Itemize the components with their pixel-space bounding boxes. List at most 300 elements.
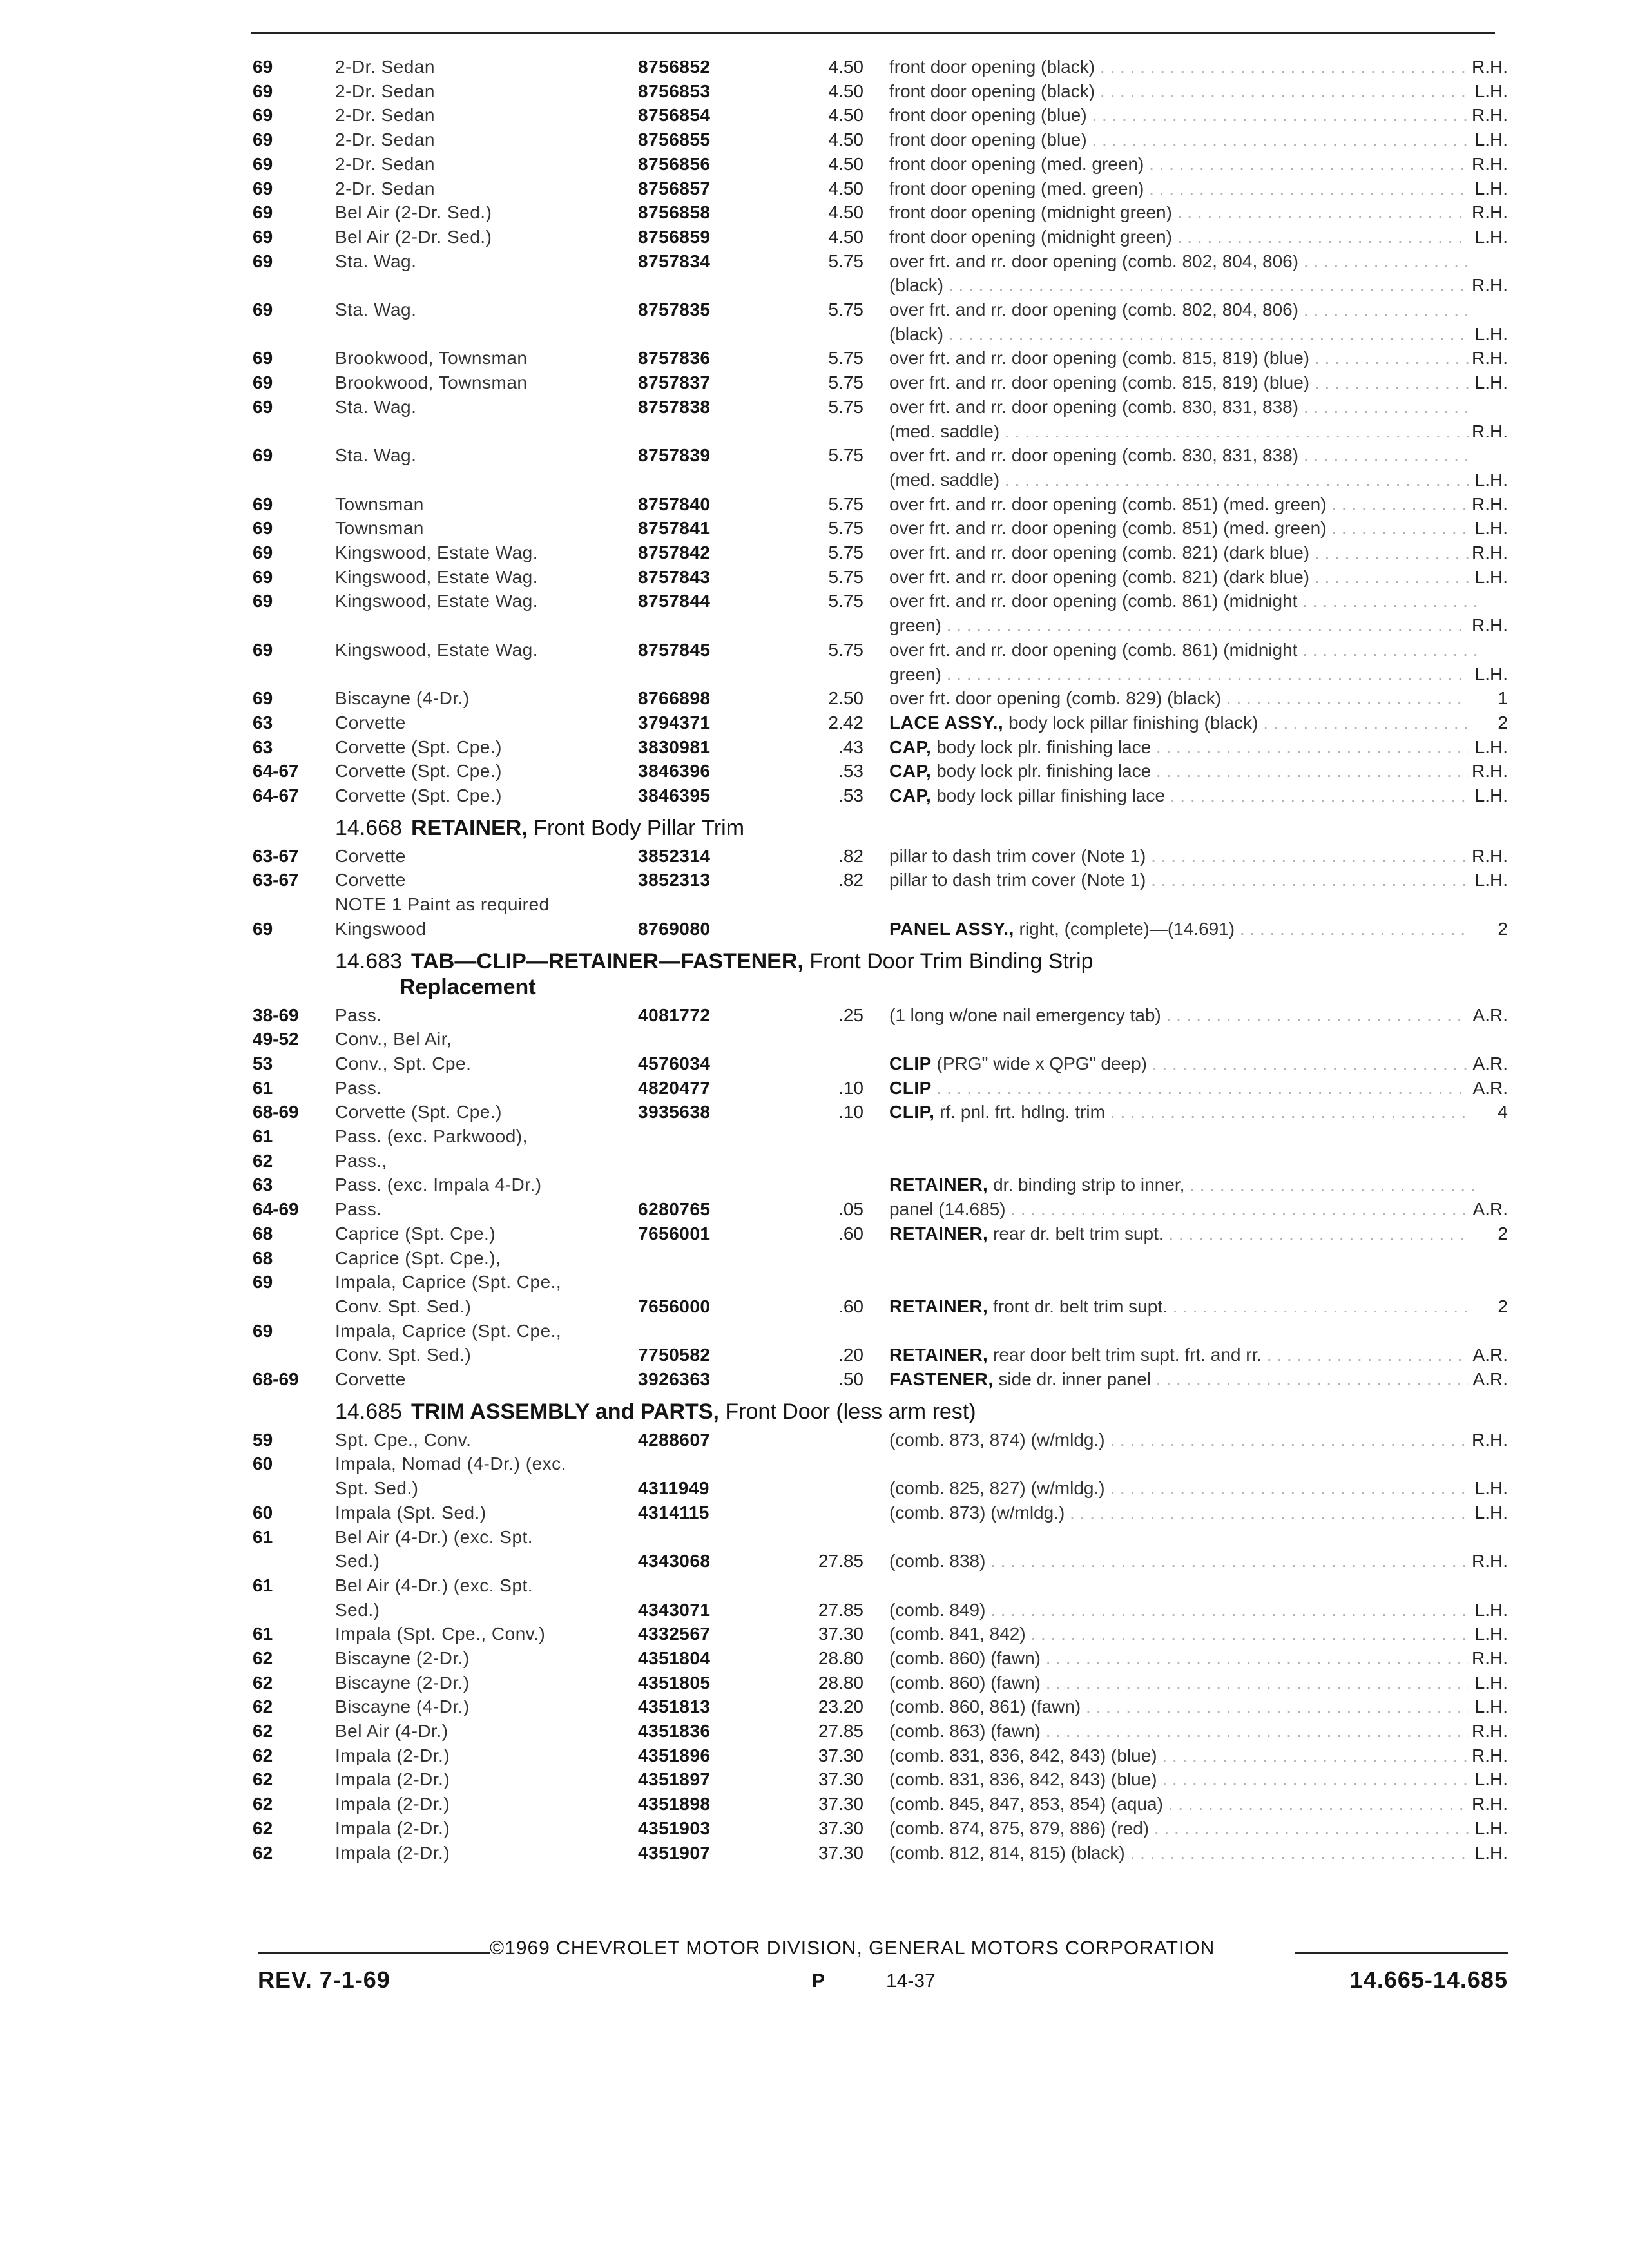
description-text: (1 long w/one nail emergency tab): [889, 1005, 1161, 1025]
part-name: CLIP: [889, 1078, 932, 1098]
part-description: [889, 711, 1476, 735]
table-row: [0, 226, 1629, 249]
quantity: L.H.: [1469, 1477, 1508, 1500]
part-description: [889, 80, 1476, 103]
list-price: 27.85: [818, 1600, 863, 1620]
list-price: 4.50: [828, 227, 863, 247]
table-row: [0, 201, 1629, 224]
part-name: RETAINER,: [889, 1175, 988, 1195]
description-text: right, (complete)—(14.691): [1014, 919, 1235, 939]
part-description: [889, 1295, 1476, 1318]
model-year: 63-67: [253, 846, 299, 866]
table-row: [0, 760, 1629, 783]
table-row: [0, 1768, 1629, 1791]
part-description: [889, 371, 1476, 394]
section-heading-continued: Replacement: [400, 974, 536, 999]
quantity: R.H.: [1469, 153, 1508, 176]
model-year: 69: [253, 567, 273, 587]
part-description: [889, 1622, 1476, 1646]
model-name: Corvette: [335, 1369, 406, 1389]
table-row: [0, 1368, 1629, 1391]
list-price: 28.80: [818, 1673, 863, 1693]
list-price: 5.75: [828, 300, 863, 320]
model-year: 61: [253, 1126, 273, 1146]
table-row: [0, 1222, 1629, 1245]
model-name: Impala (2-Dr.): [335, 1769, 450, 1789]
model-year: 69: [253, 57, 273, 77]
list-price: 4.50: [828, 81, 863, 101]
model-name: Pass. (exc. Parkwood),: [335, 1126, 528, 1146]
part-number: 3852314: [638, 846, 711, 866]
description-text: (comb. 831, 836, 842, 843) (blue): [889, 1769, 1157, 1789]
model-name: Conv., Bel Air,: [335, 1029, 452, 1049]
part-number: 8756855: [638, 130, 711, 149]
model-year: 69: [253, 397, 273, 417]
table-row: [0, 1622, 1629, 1646]
table-row: [0, 1343, 1629, 1367]
part-number: 8756858: [638, 202, 711, 222]
description-text: body lock plr. finishing lace: [931, 761, 1152, 781]
part-description: [889, 590, 1476, 613]
description-text: green): [889, 664, 941, 684]
part-number: 8756856: [638, 154, 711, 174]
model-name: Impala (2-Dr.): [335, 1745, 450, 1765]
list-price: .60: [838, 1224, 863, 1244]
quantity: L.H.: [1469, 177, 1508, 200]
footer-page-number: 14-37: [886, 1970, 936, 1992]
description-text: (black): [889, 275, 944, 295]
part-number: 8756853: [638, 81, 711, 101]
list-price: 5.75: [828, 397, 863, 417]
part-description: [889, 1100, 1476, 1124]
quantity: L.H.: [1469, 1768, 1508, 1791]
table-row: [0, 420, 1629, 443]
model-name: 2-Dr. Sedan: [335, 178, 435, 198]
model-year: 61: [253, 1527, 273, 1547]
section-title: RETAINER,: [411, 815, 528, 840]
part-name: CLIP: [889, 1053, 932, 1073]
list-price: 5.75: [828, 348, 863, 368]
model-name: 2-Dr. Sedan: [335, 154, 435, 174]
model-name: 2-Dr. Sedan: [335, 130, 435, 149]
quantity: 2: [1469, 711, 1508, 735]
description-text: (comb. 873) (w/mldg.): [889, 1503, 1065, 1523]
list-price: 37.30: [818, 1818, 863, 1838]
table-row: [0, 614, 1629, 637]
description-text: front door opening (blue): [889, 130, 1087, 149]
description-text: front door opening (blue): [889, 105, 1087, 125]
table-row: [0, 468, 1629, 492]
model-name: Kingswood, Estate Wag.: [335, 640, 539, 660]
table-row: [0, 1247, 1629, 1270]
quantity: L.H.: [1469, 80, 1508, 103]
model-name: Sta. Wag.: [335, 300, 417, 320]
part-number: 4351898: [638, 1794, 711, 1814]
quantity: 4: [1469, 1100, 1508, 1124]
part-description: [889, 639, 1476, 662]
description-text: front door opening (midnight green): [889, 202, 1172, 222]
part-name: CLIP,: [889, 1102, 935, 1122]
table-row: [0, 1817, 1629, 1840]
part-description: [889, 1671, 1476, 1695]
quantity: L.H.: [1469, 1599, 1508, 1622]
model-year: 63: [253, 737, 273, 757]
model-year: 60: [253, 1454, 273, 1474]
model-name: Brookwood, Townsman: [335, 348, 528, 368]
quantity: L.H.: [1469, 1501, 1508, 1524]
model-year: 63-67: [253, 870, 299, 890]
table-row: [0, 1173, 1629, 1196]
part-number: 3846396: [638, 761, 711, 781]
table-row: [0, 687, 1629, 710]
table-row: [0, 1077, 1629, 1100]
part-number: 8757841: [638, 518, 711, 538]
part-number: 6280765: [638, 1199, 711, 1219]
quantity: L.H.: [1469, 566, 1508, 589]
model-name: NOTE 1 Paint as required: [335, 894, 550, 914]
description-text: (comb. 812, 814, 815) (black): [889, 1843, 1125, 1863]
table-row: [0, 845, 1629, 868]
part-description: [889, 1841, 1476, 1865]
model-name: Biscayne (2-Dr.): [335, 1648, 470, 1668]
list-price: 5.75: [828, 494, 863, 514]
quantity: 2: [1469, 918, 1508, 941]
model-name: Sta. Wag.: [335, 397, 417, 417]
description-text: (comb. 845, 847, 853, 854) (aqua): [889, 1794, 1163, 1814]
part-number: 8757835: [638, 300, 711, 320]
description-text: (med. saddle): [889, 470, 1000, 490]
list-price: 27.85: [818, 1721, 863, 1741]
description-text: rf. pnl. frt. hdlng. trim: [934, 1102, 1105, 1122]
part-number: 4081772: [638, 1005, 711, 1025]
model-year: 68-69: [253, 1102, 299, 1122]
quantity: L.H.: [1469, 128, 1508, 151]
description-text: (comb. 863) (fawn): [889, 1721, 1041, 1741]
model-name: Conv., Spt. Cpe.: [335, 1053, 472, 1073]
list-price: .43: [838, 737, 863, 757]
model-year: 63: [253, 713, 273, 733]
description-text: (comb. 860) (fawn): [889, 1673, 1041, 1693]
model-name: 2-Dr. Sedan: [335, 57, 435, 77]
model-year: 68: [253, 1224, 273, 1244]
part-number: 8769080: [638, 919, 711, 939]
model-name: Pass.: [335, 1199, 382, 1219]
model-name: Impala (2-Dr.): [335, 1818, 450, 1838]
description-text: dr. binding strip to inner,: [988, 1175, 1185, 1195]
model-name: Townsman: [335, 518, 424, 538]
model-name: Bel Air (4-Dr.) (exc. Spt.: [335, 1527, 534, 1547]
list-price: 4.50: [828, 154, 863, 174]
description-text: front door opening (med. green): [889, 178, 1144, 198]
part-number: 4351813: [638, 1696, 711, 1716]
model-name: Townsman: [335, 494, 424, 514]
part-description: [889, 566, 1476, 589]
part-number: 4288607: [638, 1430, 711, 1450]
part-name: RETAINER,: [889, 1296, 988, 1316]
table-row: [0, 590, 1629, 613]
description-text: pillar to dash trim cover (Note 1): [889, 846, 1146, 866]
model-name: Spt. Sed.): [335, 1478, 419, 1498]
part-number: 4343068: [638, 1551, 711, 1571]
top-rule: [251, 32, 1495, 34]
part-description: [889, 226, 1476, 249]
list-price: 37.30: [818, 1745, 863, 1765]
quantity: A.R.: [1469, 1198, 1508, 1221]
part-description: [889, 1428, 1476, 1452]
part-number: 8756857: [638, 178, 711, 198]
description-text: over frt. and rr. door opening (comb. 802, 804, 806): [889, 251, 1299, 271]
part-description: [889, 104, 1476, 127]
model-year: 69: [253, 154, 273, 174]
table-row: [0, 1452, 1629, 1475]
table-row: [0, 1295, 1629, 1318]
part-description: [889, 736, 1476, 759]
part-description: [889, 1477, 1476, 1500]
model-name: Corvette: [335, 870, 406, 890]
model-year: 68-69: [253, 1369, 299, 1389]
part-description: [889, 323, 1476, 346]
quantity: R.H.: [1469, 1792, 1508, 1816]
table-row: [0, 1574, 1629, 1597]
part-number: 8757840: [638, 494, 711, 514]
model-year: 62: [253, 1794, 273, 1814]
description-text: (comb. 874, 875, 879, 886) (red): [889, 1818, 1150, 1838]
model-year: 69: [253, 81, 273, 101]
section-title: TAB—CLIP—RETAINER—FASTENER,: [411, 948, 804, 974]
quantity: R.H.: [1469, 1428, 1508, 1452]
part-number: 4351804: [638, 1648, 711, 1668]
model-year: 69: [253, 130, 273, 149]
part-name: CAP,: [889, 785, 932, 805]
section-subtitle: Front Door (less arm rest): [725, 1399, 976, 1424]
model-name: Corvette: [335, 713, 406, 733]
quantity: A.R.: [1469, 1052, 1508, 1075]
model-year: 64-67: [253, 785, 299, 805]
model-name: Biscayne (2-Dr.): [335, 1673, 470, 1693]
description-text: front door opening (black): [889, 81, 1095, 101]
section-heading: [335, 815, 1547, 841]
description-text: rear dr. belt trim supt.: [988, 1224, 1164, 1244]
quantity: R.H.: [1469, 493, 1508, 516]
description-text: side dr. inner panel: [993, 1369, 1152, 1389]
part-description: [889, 1695, 1476, 1718]
quantity: R.H.: [1469, 1550, 1508, 1573]
table-row: [0, 1671, 1629, 1695]
model-year: 59: [253, 1430, 273, 1450]
section-heading: [335, 948, 1547, 974]
quantity: 2: [1469, 1222, 1508, 1245]
list-price: 5.75: [828, 567, 863, 587]
part-description: [889, 687, 1476, 710]
part-number: 4351836: [638, 1721, 711, 1741]
table-row: [0, 1149, 1629, 1173]
part-description: [889, 1222, 1476, 1245]
part-description: [889, 1768, 1476, 1791]
model-name: Bel Air (4-Dr.): [335, 1721, 448, 1741]
description-text: pillar to dash trim cover (Note 1): [889, 870, 1146, 890]
list-price: .50: [838, 1369, 863, 1389]
description-text: (comb. 831, 836, 842, 843) (blue): [889, 1745, 1157, 1765]
quantity: R.H.: [1469, 1720, 1508, 1743]
list-price: 5.75: [828, 591, 863, 611]
table-row: [0, 55, 1629, 79]
model-year: 60: [253, 1503, 273, 1523]
model-year: 69: [253, 1272, 273, 1292]
table-row: [0, 274, 1629, 297]
table-row: [0, 128, 1629, 151]
model-year: 69: [253, 202, 273, 222]
part-number: 4351897: [638, 1769, 711, 1789]
list-price: 5.75: [828, 518, 863, 538]
part-number: 7750582: [638, 1345, 711, 1365]
part-description: [889, 918, 1476, 941]
description-text: (comb. 860, 861) (fawn): [889, 1696, 1081, 1716]
model-name: Sed.): [335, 1551, 380, 1571]
footer-revision: REV. 7-1-69: [258, 1966, 390, 1993]
part-number: 4351805: [638, 1673, 711, 1693]
model-name: Corvette (Spt. Cpe.): [335, 1102, 502, 1122]
table-row: [0, 1428, 1629, 1452]
part-number: 8757839: [638, 445, 711, 465]
description-text: front door opening (med. green): [889, 154, 1144, 174]
description-text: over frt. door opening (comb. 829) (black): [889, 688, 1222, 708]
list-price: 5.75: [828, 251, 863, 271]
model-year: 62: [253, 1721, 273, 1741]
model-name: Biscayne (4-Dr.): [335, 1696, 470, 1716]
table-row: [0, 1841, 1629, 1865]
model-year: 69: [253, 640, 273, 660]
list-price: .82: [838, 870, 863, 890]
description-text: over frt. and rr. door opening (comb. 821) (dark blue): [889, 567, 1310, 587]
model-year: 63: [253, 1175, 273, 1195]
model-year: 53: [253, 1053, 273, 1073]
part-number: 8757838: [638, 397, 711, 417]
quantity: A.R.: [1469, 1343, 1508, 1367]
list-price: 5.75: [828, 372, 863, 392]
part-description: [889, 760, 1476, 783]
list-price: 23.20: [818, 1696, 863, 1716]
model-name: 2-Dr. Sedan: [335, 81, 435, 101]
part-number: 4351903: [638, 1818, 711, 1838]
table-row: [0, 250, 1629, 273]
model-name: Pass. (exc. Impala 4-Dr.): [335, 1175, 542, 1195]
part-number: 8766898: [638, 688, 711, 708]
quantity: L.H.: [1469, 663, 1508, 686]
quantity: L.H.: [1469, 1622, 1508, 1646]
part-name: FASTENER,: [889, 1369, 994, 1389]
table-row: [0, 371, 1629, 394]
quantity: 1: [1469, 687, 1508, 710]
model-year: 62: [253, 1673, 273, 1693]
description-text: (comb. 825, 827) (w/mldg.): [889, 1478, 1105, 1498]
table-row: [0, 1695, 1629, 1718]
description-text: over frt. and rr. door opening (comb. 815, 819) (blue): [889, 348, 1310, 368]
model-year: 62: [253, 1745, 273, 1765]
model-name: Kingswood, Estate Wag.: [335, 543, 539, 562]
model-name: Impala, Caprice (Spt. Cpe.,: [335, 1321, 562, 1341]
quantity: R.H.: [1469, 614, 1508, 637]
list-price: .20: [838, 1345, 863, 1365]
section-number: 14.685: [335, 1399, 402, 1424]
part-number: 3846395: [638, 785, 711, 805]
part-description: [889, 128, 1476, 151]
table-row: [0, 1320, 1629, 1343]
model-name: Caprice (Spt. Cpe.),: [335, 1248, 501, 1268]
part-number: 7656000: [638, 1296, 711, 1316]
list-price: 4.50: [828, 202, 863, 222]
description-text: over frt. and rr. door opening (comb. 851) (med. green): [889, 494, 1327, 514]
model-year: 69: [253, 688, 273, 708]
model-name: Conv. Spt. Sed.): [335, 1345, 472, 1365]
part-description: [889, 1052, 1476, 1075]
quantity: L.H.: [1469, 736, 1508, 759]
list-price: .10: [838, 1078, 863, 1098]
table-row: [0, 1125, 1629, 1148]
model-year: 69: [253, 348, 273, 368]
list-price: .60: [838, 1296, 863, 1316]
model-name: Corvette (Spt. Cpe.): [335, 737, 502, 757]
part-number: 8757845: [638, 640, 711, 660]
model-name: Bel Air (4-Dr.) (exc. Spt.: [335, 1575, 534, 1595]
quantity: R.H.: [1469, 845, 1508, 868]
model-name: Impala (2-Dr.): [335, 1794, 450, 1814]
description-text: (comb. 841, 842): [889, 1624, 1026, 1644]
table-row: [0, 639, 1629, 662]
model-name: Pass.: [335, 1005, 382, 1025]
part-description: [889, 444, 1476, 467]
part-number: 4332567: [638, 1624, 711, 1644]
model-year: 69: [253, 300, 273, 320]
description-text: over frt. and rr. door opening (comb. 861) (midnight: [889, 591, 1298, 611]
description-text: rear door belt trim supt. frt. and rr.: [988, 1345, 1262, 1365]
part-number: 4351907: [638, 1843, 711, 1863]
part-name: RETAINER,: [889, 1345, 988, 1365]
model-year: 69: [253, 494, 273, 514]
model-year: 61: [253, 1078, 273, 1098]
part-name: PANEL ASSY.,: [889, 919, 1014, 939]
model-name: Pass.,: [335, 1151, 387, 1171]
part-description: [889, 1744, 1476, 1767]
quantity: A.R.: [1469, 1368, 1508, 1391]
model-name: Impala (2-Dr.): [335, 1843, 450, 1863]
model-year: 62: [253, 1648, 273, 1668]
table-row: [0, 323, 1629, 346]
table-row: [0, 711, 1629, 735]
model-year: 62: [253, 1818, 273, 1838]
footer-copyright: ©1969 CHEVROLET MOTOR DIVISION, GENERAL MOTORS CORPORATION: [490, 1937, 1215, 1959]
table-row: [0, 1720, 1629, 1743]
part-description: [889, 396, 1476, 419]
quantity: A.R.: [1469, 1004, 1508, 1027]
model-name: Impala (Spt. Cpe., Conv.): [335, 1624, 546, 1644]
part-description: [889, 541, 1476, 564]
table-row: [0, 493, 1629, 516]
part-description: [889, 298, 1476, 322]
model-year: 69: [253, 1321, 273, 1341]
description-text: front door opening (black): [889, 57, 1095, 77]
table-row: [0, 663, 1629, 686]
table-row: [0, 1004, 1629, 1027]
part-description: [889, 347, 1476, 370]
model-year: 69: [253, 445, 273, 465]
quantity: A.R.: [1469, 1077, 1508, 1100]
part-number: 4314115: [638, 1503, 709, 1523]
description-text: body lock pillar finishing (black): [1003, 713, 1258, 733]
model-name: Corvette (Spt. Cpe.): [335, 761, 502, 781]
part-description: [889, 55, 1476, 79]
footer-rule-left: [258, 1952, 490, 1954]
list-price: 5.75: [828, 640, 863, 660]
